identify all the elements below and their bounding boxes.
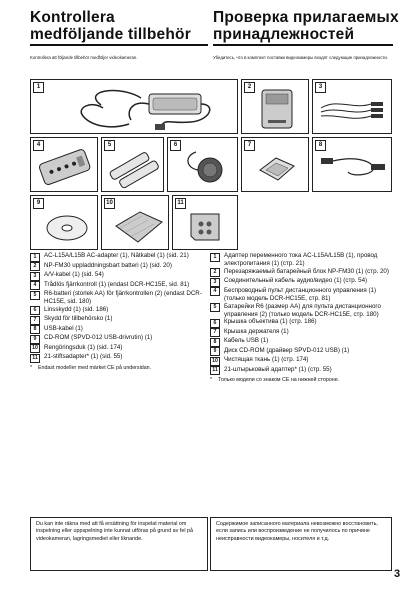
av-cable-illustration bbox=[313, 80, 393, 135]
title-rule-ru bbox=[213, 44, 393, 46]
page-title-russian bbox=[213, 9, 399, 43]
page-title-swedish bbox=[30, 9, 191, 43]
list-item: 11 21-stiftsadapter* (1) (sid. 55) bbox=[30, 353, 208, 363]
box-number: 10 bbox=[104, 198, 115, 209]
figure-box-11 bbox=[172, 195, 238, 250]
21-pin-adapter-illustration bbox=[173, 196, 239, 251]
box-number: 9 bbox=[33, 198, 44, 209]
list-item: 5 Батарейки R6 (размер АА) для пульта дистанционного управления (2) (только модель DCR-HC15E, стр. 180) bbox=[210, 303, 393, 319]
figure-box-5 bbox=[101, 137, 164, 192]
list-item: 6 Крышка объектива (1) (стр. 186) bbox=[210, 318, 393, 328]
list-item: 3 Соединительный кабель аудио/видео (1) (стр. 54) bbox=[210, 277, 393, 287]
lens-cap-illustration bbox=[168, 138, 239, 193]
list-item: 4 Trådlös fjärrkontroll (1) (endast DCR-HC15E, sid. 81) bbox=[30, 281, 208, 291]
accessory-list-ru bbox=[210, 252, 393, 384]
box-number: 5 bbox=[104, 140, 115, 151]
page-number: 3 bbox=[394, 568, 401, 580]
figure-box-4 bbox=[30, 137, 98, 192]
figure-box-8 bbox=[312, 137, 392, 192]
list-item: 4 Беспроводный пульт дистанционного управления (1) (только модель DCR-HC15E, стр. 81) bbox=[210, 287, 393, 303]
intro-text-ru: Убедитесь, что в комплект поставки видеокамеры входят следующие принадлежности. bbox=[213, 55, 389, 60]
footnote-sv: * Endast modeller med märket CE på undersidan. bbox=[30, 364, 152, 371]
list-item: 3 A/V-kabel (1) (sid. 54) bbox=[30, 271, 208, 281]
shoe-cover-illustration bbox=[242, 138, 310, 193]
list-item: 2 Перезаряжаемый батарейный блок NP-FM30 (1) (стр. 20) bbox=[210, 268, 393, 278]
ac-adapter-illustration bbox=[31, 80, 239, 135]
title-rule-sv bbox=[30, 44, 208, 46]
figure-box-7 bbox=[241, 137, 309, 192]
list-item: 10 Rengöringsduk (1) (sid. 174) bbox=[30, 344, 208, 354]
figure-box-6 bbox=[167, 137, 238, 192]
title-ru-line2: принадлежностей bbox=[213, 26, 355, 43]
figure-box-10 bbox=[101, 195, 169, 250]
list-item: 2 NP-FM30 uppladdningsbart batteri (1) (sid. 20) bbox=[30, 262, 208, 272]
box-number: 3 bbox=[315, 82, 326, 93]
list-item: 6 Linsskydd (1) (sid. 186) bbox=[30, 306, 208, 316]
remote-control-illustration bbox=[31, 138, 99, 193]
list-item: 7 Крышка держателя (1) bbox=[210, 328, 393, 338]
intro-text-sv: Kontrollera att följande tillbehör medföljer videokameran. bbox=[30, 55, 138, 60]
list-item: 1 AC-L15A/L15B AC-adapter (1), Nätkabel (1) (sid. 21) bbox=[30, 252, 208, 262]
warning-box-sv: Du kan inte räkna med att få ersättning för inspelat material om inspelning eller uppspelning inte kunnat utföras på grund av fel på videokameran, lagringsmediet eller liknande. bbox=[30, 517, 208, 571]
figure-box-3 bbox=[312, 79, 392, 134]
box-number: 4 bbox=[33, 140, 44, 151]
box-number: 8 bbox=[315, 140, 326, 151]
list-item: 9 Диск CD-ROM (драйвер SPVD-012 USB) (1) bbox=[210, 347, 393, 357]
list-item: 5 R6-batteri (storlek AA) för fjärrkontrollen (2) (endast DCR-HC15E, sid. 180) bbox=[30, 290, 208, 306]
box-number: 11 bbox=[175, 198, 186, 209]
list-item: 1 Адаптер переменного тока AC-L15A/L15B (1), провод электропитания (1) (стр. 21) bbox=[210, 252, 393, 268]
title-sv-line2: medföljande tillbehör bbox=[30, 26, 191, 43]
list-item: 11 21-штырьковый адаптер* (1) (стр. 55) bbox=[210, 366, 393, 376]
box-number: 1 bbox=[33, 82, 44, 93]
figure-box-9 bbox=[30, 195, 98, 250]
list-item: 8 USB-kabel (1) bbox=[30, 325, 208, 335]
cleaning-cloth-illustration bbox=[102, 196, 170, 251]
battery-pack-illustration bbox=[242, 80, 310, 135]
list-item: 9 CD-ROM (SPVD-012 USB-drivrutin) (1) bbox=[30, 334, 208, 344]
title-sv-line1: Kontrollera bbox=[30, 9, 115, 26]
list-item: 10 Чистящая ткань (1) (стр. 174) bbox=[210, 356, 393, 366]
accessory-list-sv bbox=[30, 252, 208, 371]
warning-box-ru: Содержимое записанного материала невозможно восстановить, если запись или воспроизведение не получилось по причине неисправности видеокамеры, носителя и т.д. bbox=[210, 517, 392, 571]
box-number: 6 bbox=[170, 140, 181, 151]
footnote-ru: * Только модели со знаком CE на нижней стороне. bbox=[210, 377, 340, 384]
box-number: 7 bbox=[244, 140, 255, 151]
box-number: 2 bbox=[244, 82, 255, 93]
usb-cable-illustration bbox=[313, 138, 393, 193]
list-item: 7 Skydd för tillbehörsko (1) bbox=[30, 315, 208, 325]
aa-batteries-illustration bbox=[102, 138, 165, 193]
cd-rom-illustration bbox=[31, 196, 99, 251]
title-ru-line1: Проверка прилагаемых bbox=[213, 9, 399, 26]
list-item: 8 Кабель USB (1) bbox=[210, 337, 393, 347]
figure-box-2 bbox=[241, 79, 309, 134]
figure-box-1 bbox=[30, 79, 238, 134]
